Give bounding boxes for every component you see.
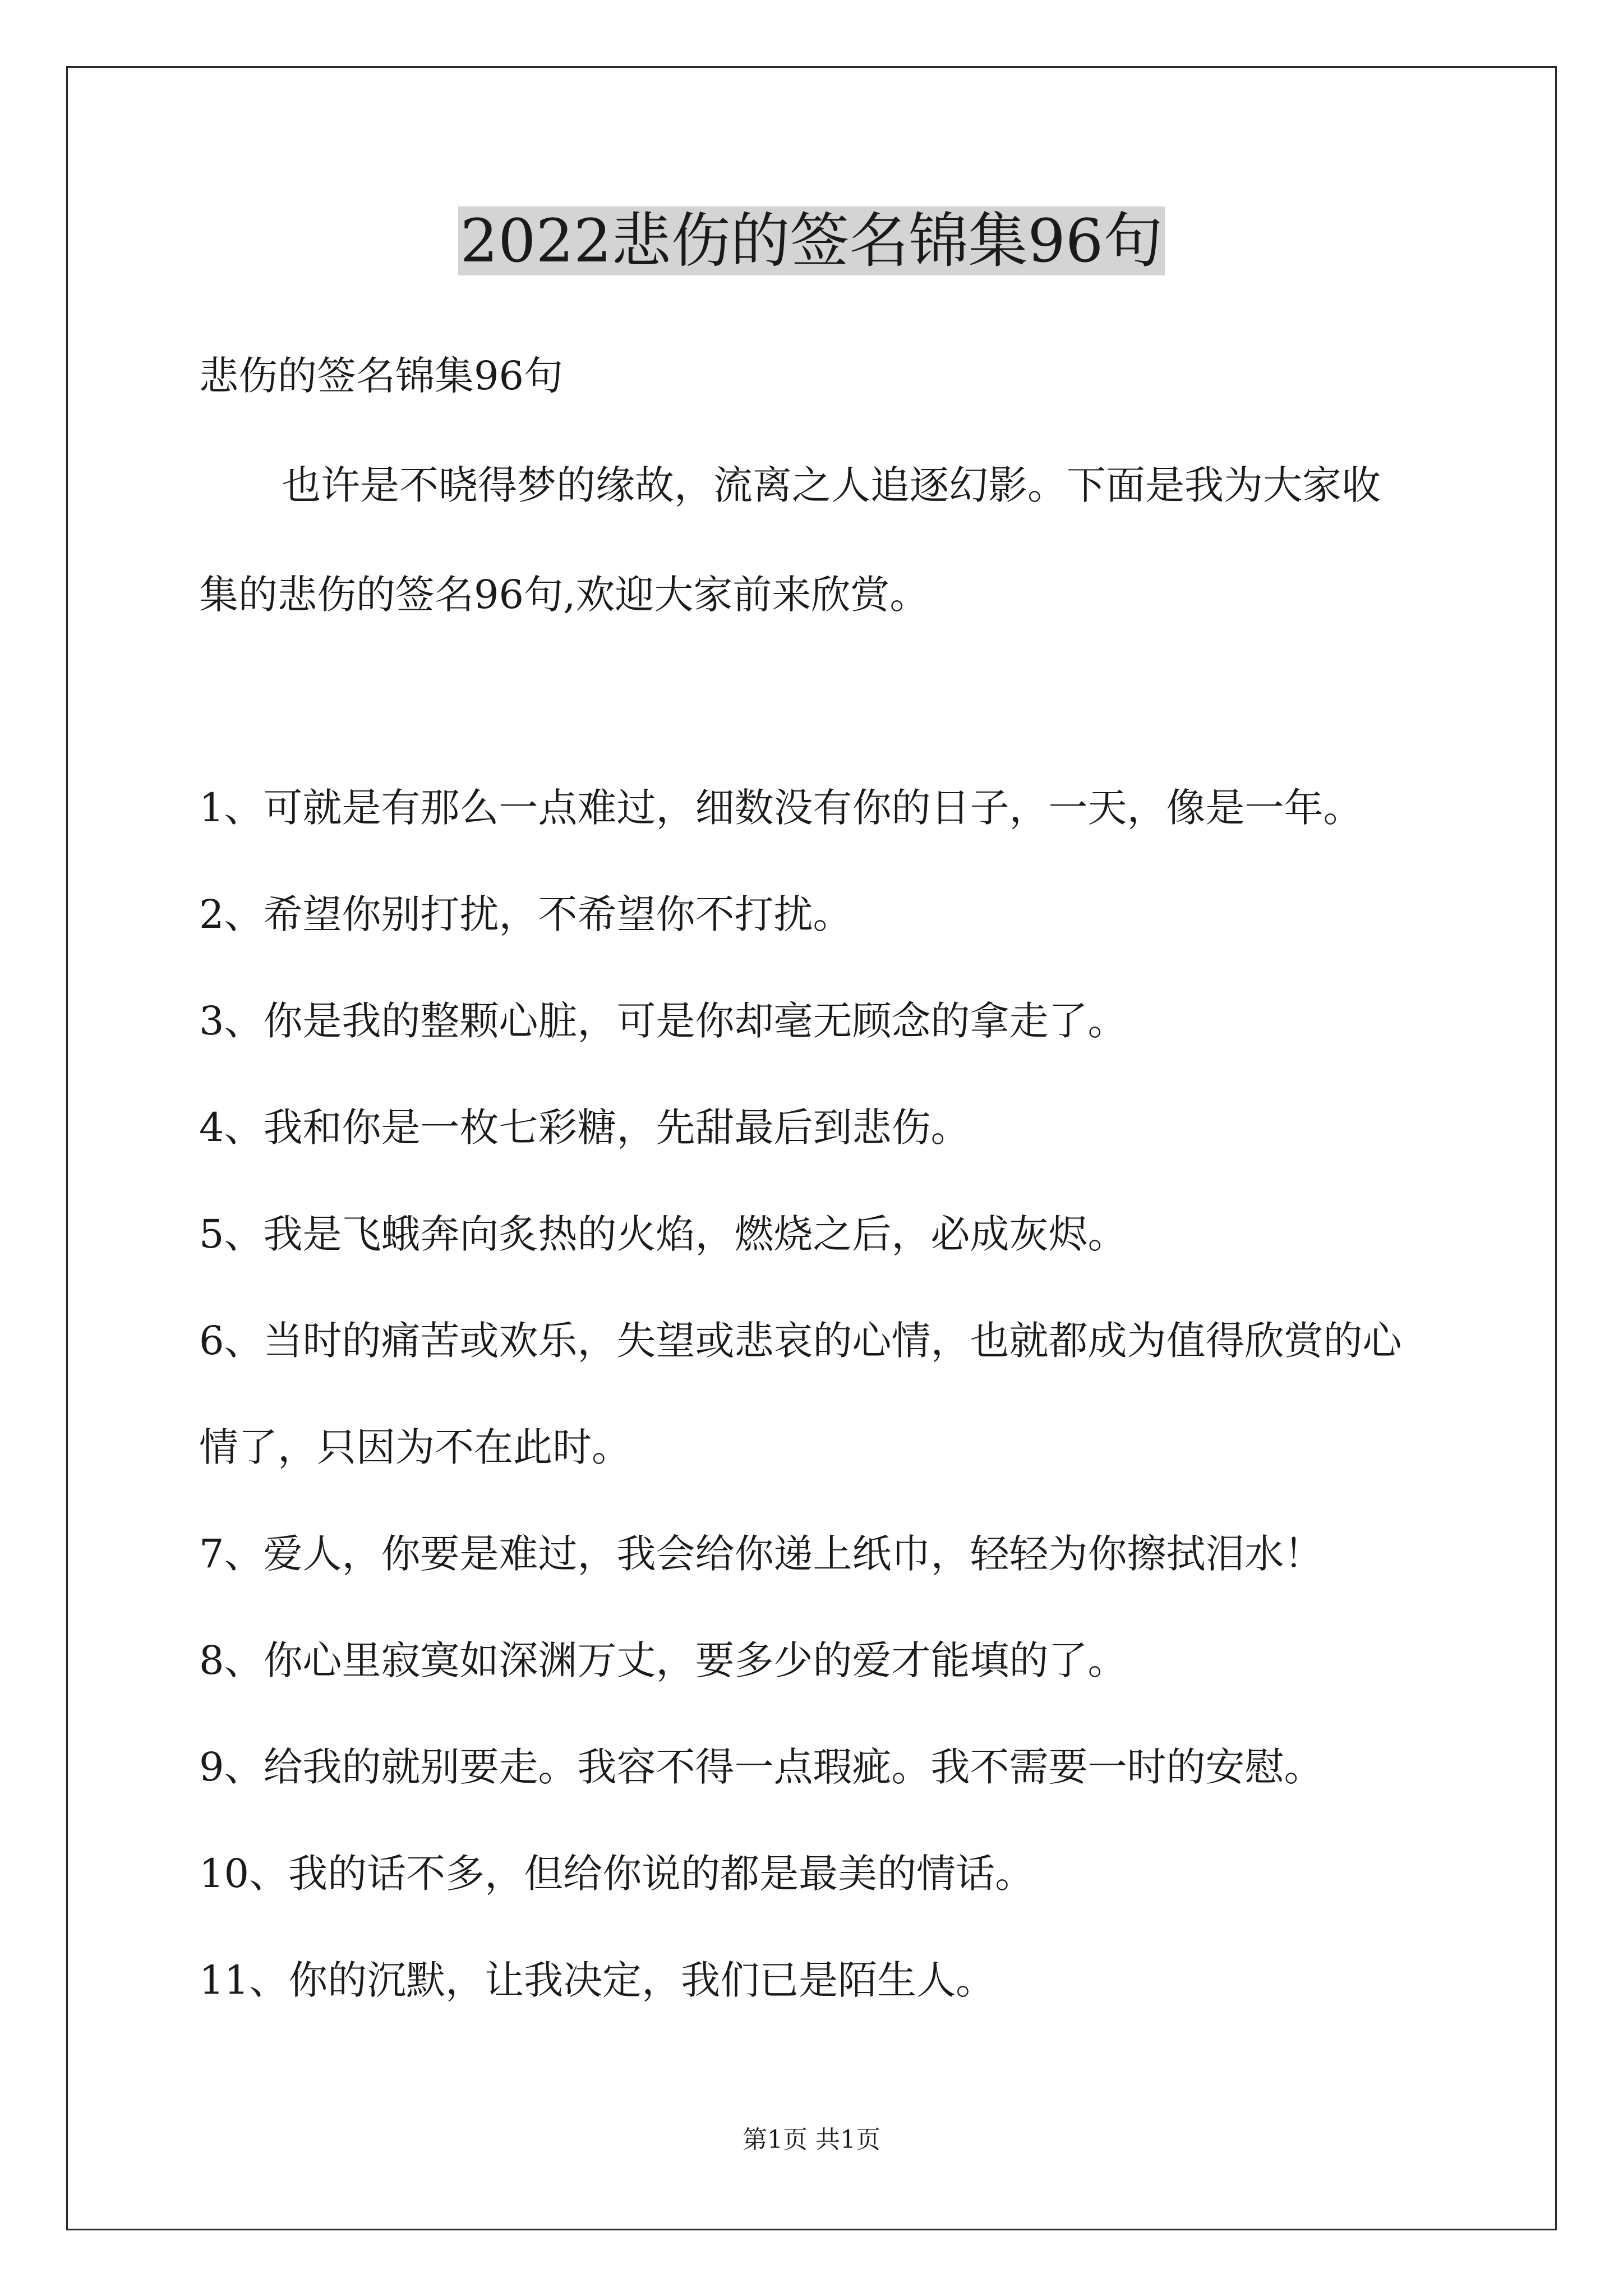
list-item: 11、你的沉默，让我决定，我们已是陌生人。	[199, 1957, 995, 2003]
list-item-continuation: 情了，只因为不在此时。	[199, 1424, 631, 1470]
document-title-text: 2022悲伤的签名锦集96句	[458, 206, 1165, 275]
list-item: 5、我是飞蛾奔向炙热的火焰，燃烧之后，必成灰烬。	[199, 1211, 1127, 1257]
document-title	[0, 202, 1623, 280]
list-item: 4、我和你是一枚七彩糖，先甜最后到悲伤。	[199, 1105, 970, 1151]
list-item: 9、给我的就别要走。我容不得一点瑕疵。我不需要一时的安慰。	[199, 1744, 1324, 1790]
list-item: 1、可就是有那么一点难过，细数没有你的日子，一天，像是一年。	[199, 785, 1363, 831]
list-item: 3、你是我的整颗心脏，可是你却毫无顾念的拿走了。	[199, 998, 1127, 1044]
list-item: 2、希望你别打扰，不希望你不打扰。	[199, 891, 852, 937]
intro-paragraph	[199, 457, 1433, 623]
page-footer: 第1页 共1页	[743, 2125, 880, 2154]
intro-line: 集的悲伤的签名96句,欢迎大家前来欣赏。	[199, 572, 929, 618]
list-item: 6、当时的痛苦或欢乐，失望或悲哀的心情，也就都成为值得欣赏的心	[199, 1318, 1402, 1364]
list-item: 10、我的话不多，但给你说的都是最美的情话。	[199, 1851, 1035, 1897]
document-subtitle: 悲伤的签名锦集96句	[199, 353, 564, 399]
intro-line: 也许是不晓得梦的缘故，流离之人追逐幻影。下面是我为大家收	[282, 462, 1381, 508]
list-item: 7、爱人，你要是难过，我会给你递上纸巾，轻轻为你擦拭泪水！	[199, 1531, 1324, 1577]
list-item: 8、你心里寂寞如深渊万丈，要多少的爱才能填的了。	[199, 1637, 1127, 1683]
